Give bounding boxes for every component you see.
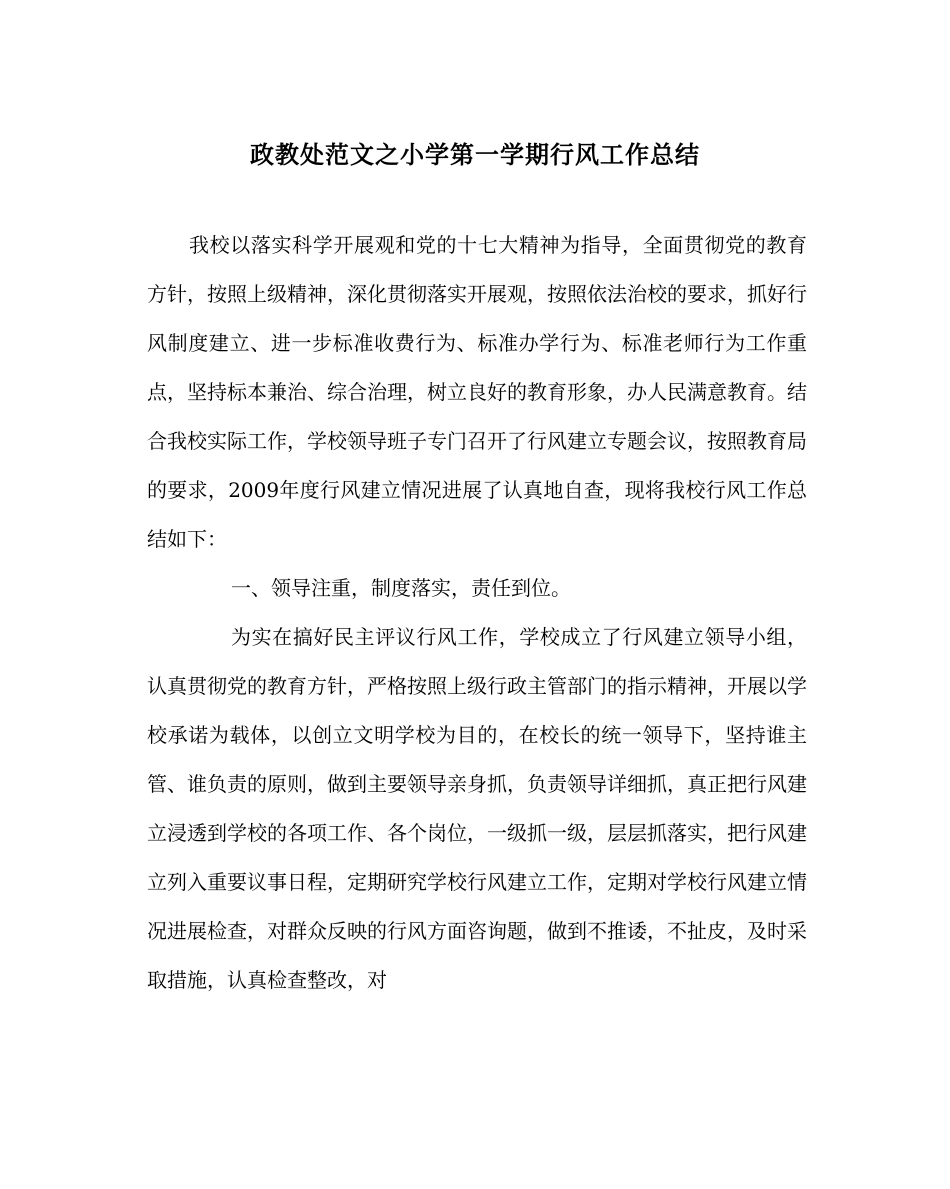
document-body [147, 221, 807, 1005]
section-heading-1: 一、领导注重，制度落实，责任到位。 [231, 576, 571, 600]
paragraph-intro: 我校以落实科学开展观和党的十七大精神为指导，全面贯彻党的教育方针，按照上级精神，深化贯彻落实开展观，按照依法治校的要求，抓好行风制度建立、进一步标准收费行为、标准办学行为、标准老师行为工作重点，坚持标本兼治、综合治理，树立良好的教育形象，办人民满意教育。结合我校实际工作，学校领导班子专门召开了行风建立专题会议，按照教育局的要求，2009年度行风建立情况进展了认真地自查，现将我校行风工作总结如下： [147, 233, 807, 551]
document-title: 政教处范文之小学第一学期行风工作总结 [250, 140, 700, 169]
paragraph-section-1: 为实在搞好民主评议行风工作，学校成立了行风建立领导小组，认真贯彻党的教育方针，严格按照上级行政主管部门的指示精神，开展以学校承诺为载体，以创立文明学校为目的，在校长的统一领导下，坚持谁主管、谁负责的原则，做到主要领导亲身抓，负责领导详细抓，真正把行风建立浸透到学校的各项工作、各个岗位，一级抓一级，层层抓落实，把行风建立列入重要议事日程，定期研究学校行风建立工作，定期对学校行风建立情况进展检查，对群众反映的行风方面咨询题，做到不推诿，不扯皮，及时采取措施，认真检查整改，对 [147, 625, 807, 992]
